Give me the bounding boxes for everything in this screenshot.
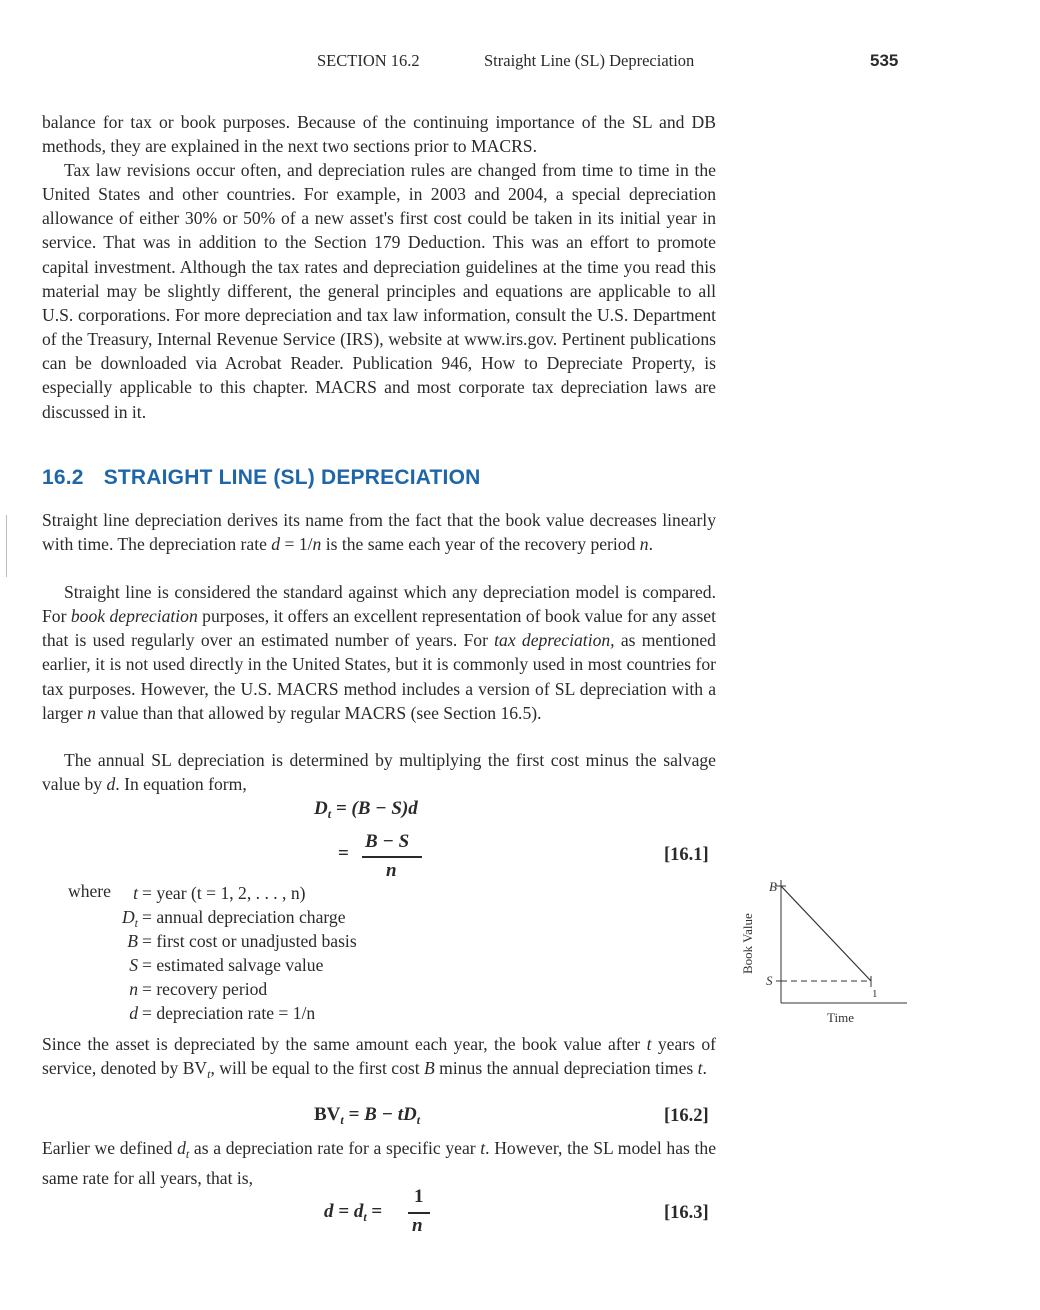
figure-b-label: B [769, 879, 777, 894]
equation-16-2: $BV_t = B - tD_t$ [314, 1104, 421, 1127]
margin-rule [6, 515, 7, 577]
equation-16-1-denominator: n [386, 860, 397, 881]
paragraph-intro: Straight line depreciation derives its name from the fact that the book value decreases linearly with time. The depreciation rate d = 1/n is the same each year of the recovery period n. [42, 510, 716, 555]
equation-16-3-numerator: 1 [414, 1186, 424, 1207]
figure-x-axis-label: Time [827, 1010, 854, 1025]
paragraph-book-value: Since the asset is depreciated by the same amount each year, the book value after t years of service, denoted by $BV_t$, will be equal to the first cost B minus the annual depreciation times t. [42, 1034, 716, 1082]
fraction-bar [408, 1212, 430, 1214]
fraction-bar [362, 856, 422, 858]
equation-16-1-numerator: B − S [365, 831, 410, 852]
equation-label-16-1: [16.1] [664, 845, 709, 865]
equation-16-1-equals: = [338, 843, 349, 864]
book-value-figure [735, 872, 915, 1032]
section-heading [42, 466, 481, 490]
running-section: SECTION 16.2 [317, 51, 420, 70]
paragraph-annual: The annual SL depreciation is determined by multiplying the first cost minus the salvage value by d. In equation form, [42, 750, 716, 795]
page-number: 535 [870, 51, 899, 70]
running-title: Straight Line (SL) Depreciation [484, 51, 695, 70]
paragraph-standard: Straight line is considered the standard against which any depreciation model is compared. For book depreciation purposes, it offers an excellent representation of book value for any asset that is used regularly over an estimated number of years. For tax depreciation, as mentioned earlier, it is not used directly in the United States, but it is commonly used in most countries for tax purposes. However, the U.S. MACRS method includes a version of SL depreciation with a larger n value than that allowed by regular MACRS (see Section 16.5). [42, 582, 716, 723]
figure-y-axis-label: Book Value [740, 913, 755, 974]
section-number: 16.2 [42, 466, 84, 489]
equation-16-3-denominator: n [412, 1215, 423, 1236]
figure-s-label: S [766, 973, 773, 988]
equation-16-1-line1: $D_t = (B - S)d$ [314, 798, 418, 821]
figure-depreciation-line [781, 886, 871, 981]
section-title: STRAIGHT LINE (SL) DEPRECIATION [103, 466, 481, 489]
paragraph-rate: Earlier we defined $d_t$ as a depreciation rate for a specific year t. However, the SL model has the same rate for all years, that is, [42, 1138, 716, 1189]
equation-label-16-3: [16.3] [664, 1203, 709, 1223]
equation-16-3-lhs: $d = d_t$ = [324, 1201, 383, 1224]
equation-label-16-2: [16.2] [664, 1106, 709, 1126]
paragraph-continuation: balance for tax or book purposes. Because of the continuing importance of the SL and DB methods, they are explained in the next two sections prior to MACRS. [42, 112, 716, 157]
paragraph-tax-law: Tax law revisions occur often, and depreciation rules are changed from time to time in the United States and other countries. For example, in 2003 and 2004, a special depreciation allowance of either 30% or 50% of a new asset's first cost could be taken in its initial year in service. That was in addition to the Section 179 Deduction. This was an effort to promote capital investment. Although the tax rates and depreciation guidelines at the time you read this material may be slightly different, the general principles and equations are applicable to all U.S. corporations. For more depreciation and tax law information, consult the U.S. Department of the Treasury, Internal Revenue Service (IRS), website at www.irs.gov. Pertinent publications can be downloaded via Acrobat Reader. Publication 946, How to Depreciate Property, is especially applicable to this chapter. MACRS and most corporate tax depreciation laws are discussed in it. [42, 160, 716, 422]
figure-end-tick-label: 1 [872, 988, 878, 1000]
where-label: where [68, 881, 111, 901]
